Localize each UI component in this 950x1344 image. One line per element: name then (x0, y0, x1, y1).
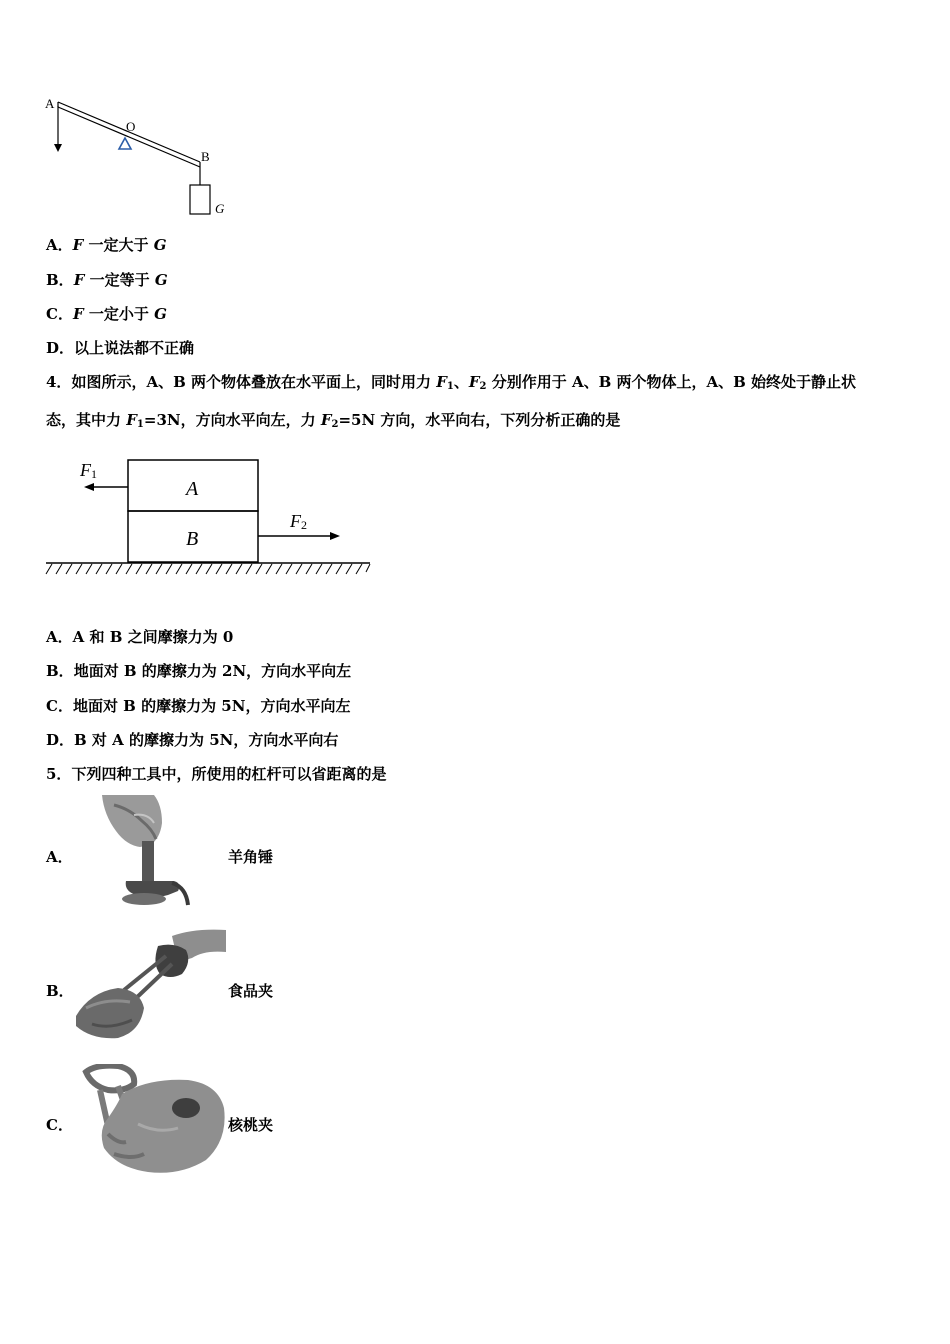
q5-option-c-label: 核桃夹 (228, 1116, 274, 1134)
label-b: B (201, 149, 210, 164)
ground-hatching (46, 564, 370, 574)
lever-bar (58, 102, 200, 167)
label-o: O (126, 119, 136, 134)
nutcracker-image (78, 1064, 228, 1176)
q5-stem: 5．下列四种工具中，所使用的杠杆可以省距离的是 (46, 765, 387, 783)
claw-hammer-image (96, 795, 216, 913)
q4-option-a: A．A 和 B 之间摩擦力为 0 (46, 628, 234, 646)
fulcrum-icon (119, 138, 131, 149)
q3-option-d: D．以上说法都不正确 (46, 339, 195, 357)
q4-stem-line2: 态，其中力 $F_1=3N$，方向水平向左，力 $F_2=5N$ 方向，水平向右，下列分析正确的是 (46, 411, 621, 430)
q5-option-b-letter: B． (46, 982, 74, 1000)
food-tongs-image (74, 928, 228, 1044)
block-a-label: A (186, 478, 199, 500)
force-f-arrowhead (54, 144, 62, 152)
label-g: G (215, 201, 225, 216)
q5-option-a-letter: A． (46, 848, 73, 866)
block-b-label: B (186, 528, 199, 550)
q4-option-c: C．地面对 B 的摩擦力为 5N，方向水平向左 (46, 697, 351, 715)
q4-stem-line1: 4．如图所示，A、B 两个物体叠放在水平面上，同时用力 $F_1$、$F_2$ 分别作用于 A、B 两个物体上，A、B 始终处于静止状 (46, 373, 857, 392)
lever-diagram (40, 92, 240, 222)
blocks-diagram (44, 452, 374, 582)
q4-option-d: D．B 对 A 的摩擦力为 5N，方向水平向右 (46, 731, 339, 749)
q3-option-b: B．F 一定等于 G (46, 271, 168, 289)
q3-option-c: C．F 一定小于 G (46, 305, 167, 323)
force-f2-label: F2 (290, 511, 307, 532)
q5-option-c-letter: C． (46, 1116, 73, 1134)
q5-option-b-label: 食品夹 (228, 982, 274, 1000)
label-a: A (45, 96, 55, 111)
weight-box (190, 185, 210, 214)
q5-option-a-label: 羊角锤 (228, 848, 274, 866)
q3-option-a: A．F 一定大于 G (46, 236, 167, 254)
force-f1-arrowhead (84, 483, 94, 491)
q4-option-b: B．地面对 B 的摩擦力为 2N，方向水平向左 (46, 662, 352, 680)
force-f2-arrowhead (330, 532, 340, 540)
force-f1-label: F1 (80, 460, 97, 481)
